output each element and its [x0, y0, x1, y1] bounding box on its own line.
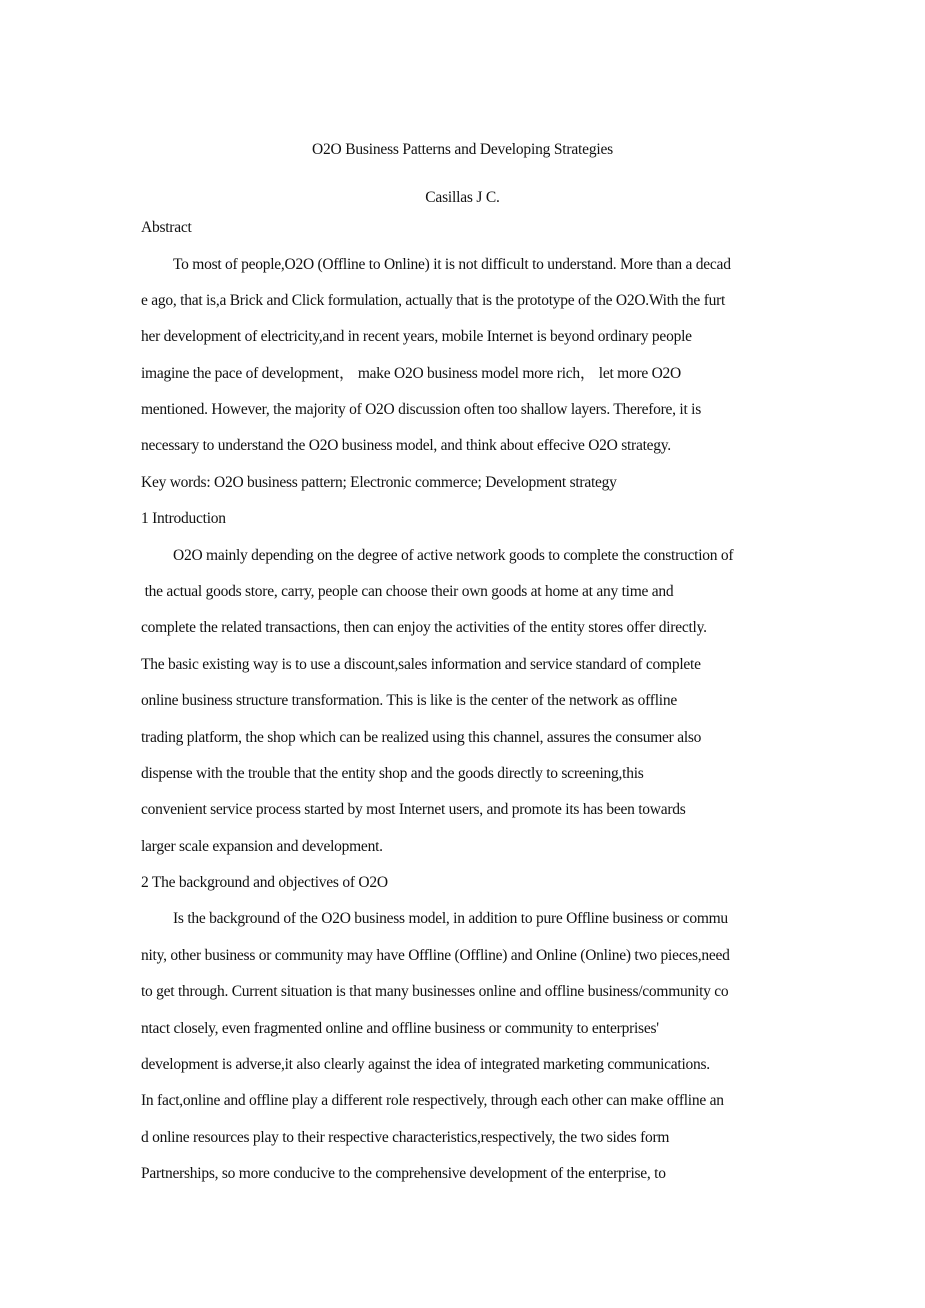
introduction-line: trading platform, the shop which can be realized using this channel, assures the consumer also: [141, 729, 702, 746]
background-line: to get through. Current situation is that many businesses online and offline business/community co: [141, 983, 729, 1000]
abstract-line: imagine the pace of development， make O2O business model more rich， let more O2O: [141, 365, 681, 382]
background-line: Is the background of the O2O business model, in addition to pure Offline business or commu: [173, 910, 728, 927]
background-line: development is adverse,it also clearly against the idea of integrated marketing communications.: [141, 1056, 710, 1073]
background-line: Partnerships, so more conducive to the comprehensive development of the enterprise, to: [141, 1165, 666, 1182]
introduction-line: larger scale expansion and development.: [141, 838, 383, 855]
background-line: ntact closely, even fragmented online and offline business or community to enterprises': [141, 1020, 659, 1037]
abstract-heading: Abstract: [141, 219, 192, 236]
paper-title: O2O Business Patterns and Developing Strategies: [312, 141, 613, 158]
abstract-line: To most of people,O2O (Offline to Online) it is not difficult to understand. More than a decad: [173, 256, 731, 273]
background-line: In fact,online and offline play a different role respectively, through each other can make offline an: [141, 1092, 724, 1109]
introduction-line: online business structure transformation. This is like is the center of the network as offline: [141, 692, 677, 709]
background-line: d online resources play to their respective characteristics,respectively, the two sides form: [141, 1129, 670, 1146]
introduction-line: The basic existing way is to use a discount,sales information and service standard of complete: [141, 656, 701, 673]
section-heading-introduction: 1 Introduction: [141, 510, 226, 527]
introduction-line: complete the related transactions, then can enjoy the activities of the entity stores offer directly.: [141, 619, 707, 636]
paper-author: Casillas J C.: [425, 189, 500, 206]
introduction-line: dispense with the trouble that the entity shop and the goods directly to screening,this: [141, 765, 644, 782]
introduction-line: O2O mainly depending on the degree of active network goods to complete the construction of: [173, 547, 734, 564]
abstract-line: her development of electricity,and in recent years, mobile Internet is beyond ordinary people: [141, 328, 692, 345]
introduction-line: convenient service process started by most Internet users, and promote its has been towards: [141, 801, 686, 818]
section-heading-background: 2 The background and objectives of O2O: [141, 874, 388, 891]
keywords: Key words: O2O business pattern; Electronic commerce; Development strategy: [141, 474, 617, 491]
background-line: nity, other business or community may have Offline (Offline) and Online (Online) two pieces,need: [141, 947, 730, 964]
abstract-line: mentioned. However, the majority of O2O discussion often too shallow layers. Therefore, it is: [141, 401, 701, 418]
abstract-line: necessary to understand the O2O business model, and think about effecive O2O strategy.: [141, 437, 671, 454]
introduction-line: the actual goods store, carry, people can choose their own goods at home at any time and: [141, 583, 674, 600]
abstract-line: e ago, that is,a Brick and Click formulation, actually that is the prototype of the O2O.With the furt: [141, 292, 726, 309]
